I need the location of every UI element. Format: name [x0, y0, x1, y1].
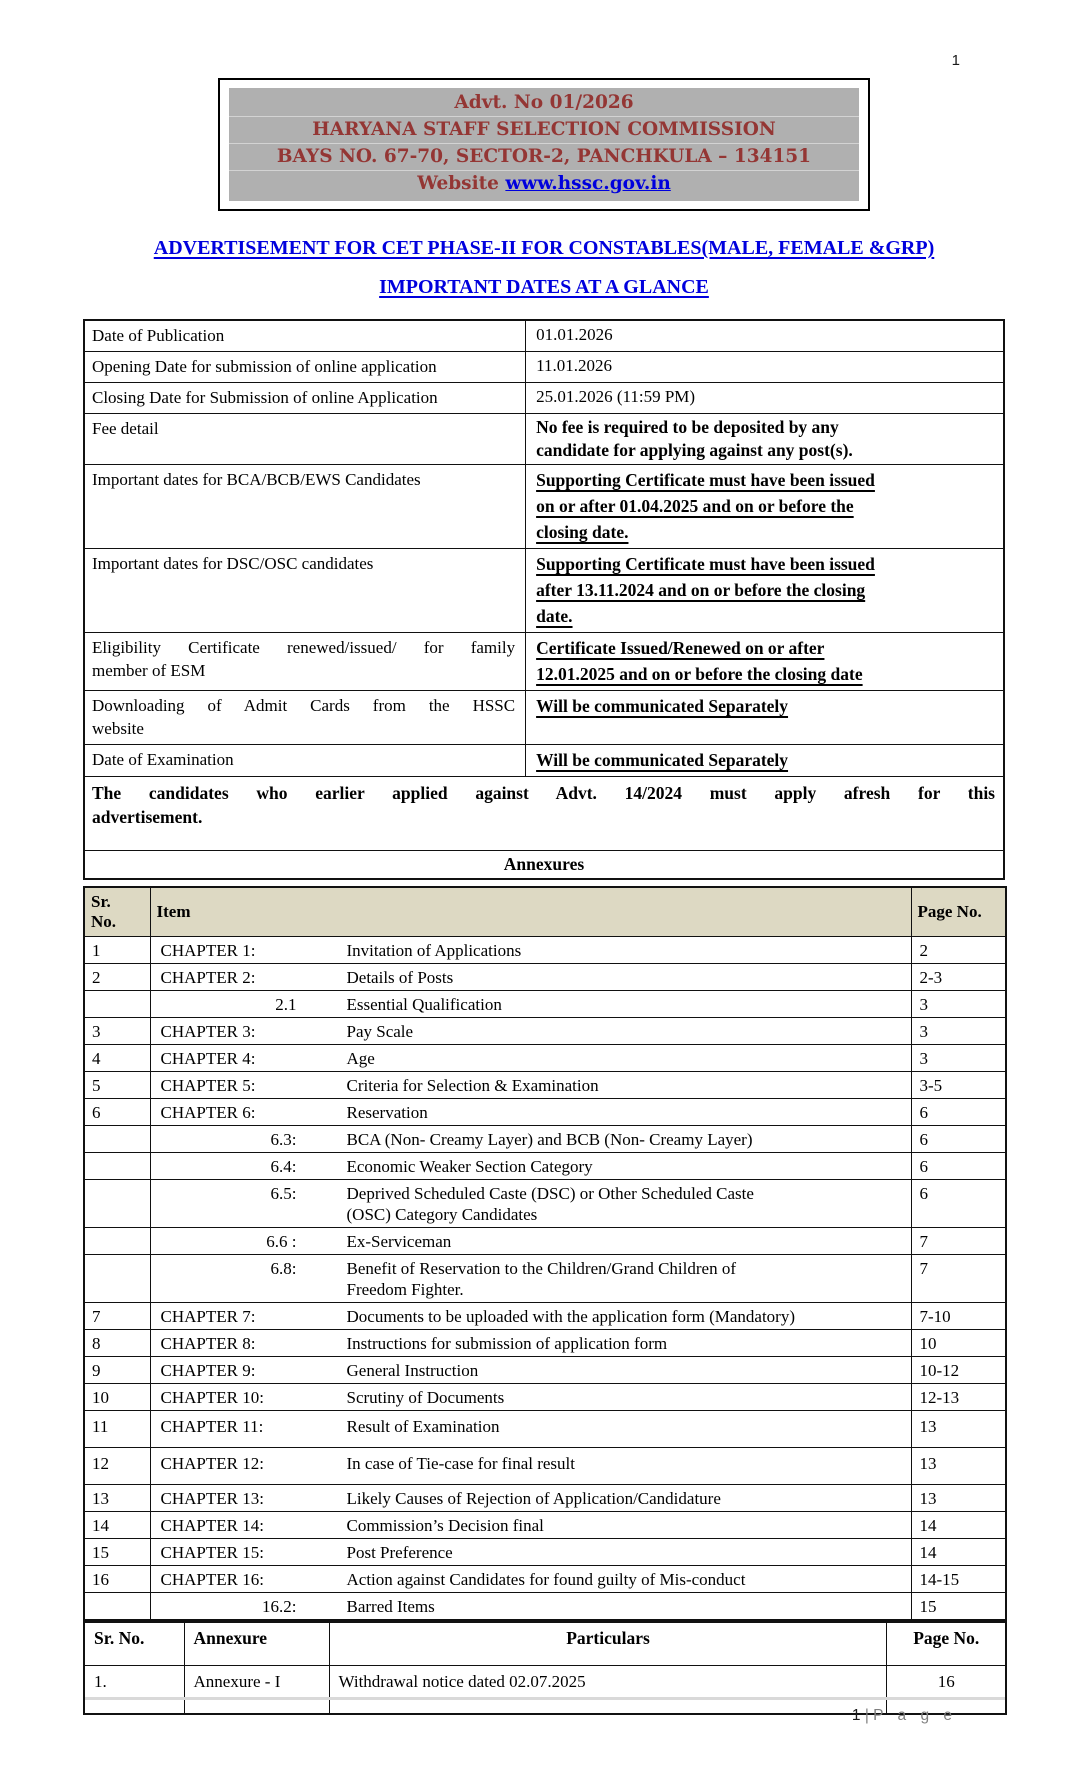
chapter-sr: 3 [84, 1018, 150, 1045]
chapter-page: 2 [911, 937, 1006, 964]
chapter-row [84, 1384, 1006, 1411]
chapter-sr: 7 [84, 1303, 150, 1330]
date-item-label [84, 549, 526, 633]
chapter-page: 3-5 [911, 1072, 1006, 1099]
chapter-item [150, 1255, 911, 1303]
chapter-page: 3 [911, 1045, 1006, 1072]
chapters-header-sr: Sr. No. [84, 887, 150, 937]
chapter-title [347, 1569, 746, 1590]
chapter-title-line: Ex-Serviceman [346, 1231, 452, 1251]
chapter-page: 15 [911, 1593, 1006, 1621]
value-line: date. [536, 606, 573, 626]
annexures-caption-row [84, 851, 1004, 880]
website-link[interactable]: www.hssc.gov.in [505, 173, 671, 194]
chapter-item [150, 1512, 911, 1539]
chapter-sr [84, 1180, 150, 1228]
chapter-item [150, 1228, 911, 1255]
advt-note [84, 777, 1004, 851]
chapter-title [347, 1231, 452, 1252]
chapter-label: CHAPTER 2: [160, 967, 256, 987]
chapter-title [347, 1048, 375, 1069]
chapter-label: 6.3: [270, 1129, 297, 1149]
chapter-title-line: Invitation of Applications [346, 940, 522, 960]
chapters-index-table [83, 886, 1007, 1621]
chapter-title-line: Post Preference [346, 1542, 453, 1562]
chapter-row [84, 1593, 1006, 1621]
header-box-line: HARYANA STAFF SELECTION COMMISSION [229, 116, 859, 143]
chapter-page: 10-12 [911, 1357, 1006, 1384]
chapter-title [347, 1387, 505, 1408]
chapter-sr: 5 [84, 1072, 150, 1099]
chapter-label: CHAPTER 5: [160, 1075, 256, 1095]
chapter-label: CHAPTER 15: [160, 1542, 264, 1562]
value-line: after 13.11.2024 and on or before the closing [536, 580, 866, 600]
chapter-page: 13 [911, 1485, 1006, 1512]
chapter-label: CHAPTER 8: [160, 1333, 256, 1353]
chapter-item [150, 1153, 911, 1180]
chapter-title-line: Instructions for submission of application form [346, 1333, 668, 1353]
dates-table-row [84, 745, 1004, 777]
chapter-page: 3 [911, 991, 1006, 1018]
chapters-header-row [84, 887, 1006, 937]
chapter-label: CHAPTER 12: [160, 1454, 264, 1473]
annexure-header-cell: Sr. No. [84, 1622, 184, 1666]
chapter-page: 10 [911, 1330, 1006, 1357]
chapter-label: 2.1 [275, 994, 297, 1014]
note-line: advertisement. [92, 807, 203, 827]
chapter-item [150, 1303, 911, 1330]
chapter-label: CHAPTER 6: [160, 1102, 256, 1122]
chapter-page: 6 [911, 1099, 1006, 1126]
chapter-sr [84, 1228, 150, 1255]
commission-header-box [218, 78, 870, 211]
chapter-sr [84, 1126, 150, 1153]
label-line: Fee detail [92, 419, 159, 438]
footer-page-number [852, 1707, 957, 1725]
annexures-caption: Annexures [84, 851, 1004, 880]
chapter-label: CHAPTER 9: [160, 1360, 256, 1380]
chapter-label: CHAPTER 7: [160, 1306, 256, 1326]
date-item-label [84, 745, 526, 777]
advt-note-row [84, 777, 1004, 851]
annexure-header-row [84, 1622, 1006, 1666]
dates-table-row [84, 352, 1004, 383]
label-line: Eligibility Certificate renewed/issued/ for family [92, 638, 516, 657]
value-line: 25.01.2026 (11:59 PM) [536, 387, 696, 406]
chapter-label: CHAPTER 13: [160, 1488, 264, 1508]
label-line: Downloading of Admit Cards from the HSSC [92, 696, 516, 715]
chapter-label: 16.2: [262, 1596, 297, 1616]
annexure-cell: 1. [84, 1666, 184, 1715]
chapter-page: 7 [911, 1255, 1006, 1303]
chapter-title-line: Reservation [346, 1102, 428, 1122]
chapter-sr [84, 1255, 150, 1303]
chapter-title-line: Deprived Scheduled Caste (DSC) or Other Scheduled Caste [346, 1183, 754, 1203]
top-page-number: 1 [951, 52, 960, 69]
chapters-header-page: Page No. [911, 887, 1006, 937]
chapter-item [150, 1539, 911, 1566]
value-line: 01.01.2026 [536, 325, 613, 344]
date-item-value [526, 465, 1004, 549]
chapter-title-line: Economic Weaker Section Category [346, 1156, 593, 1176]
chapter-page: 3 [911, 1018, 1006, 1045]
value-line: Certificate Issued/Renewed on or after [536, 638, 825, 658]
chapter-label: 6.6 : [266, 1231, 297, 1251]
chapter-title [347, 994, 502, 1015]
value-line: Will be communicated Separately [536, 696, 789, 716]
chapter-sr: 1 [84, 937, 150, 964]
chapter-item [150, 1411, 911, 1448]
chapter-row [84, 1072, 1006, 1099]
chapter-title-line: Criteria for Selection & Examination [346, 1075, 599, 1095]
chapter-label: 6.4: [270, 1156, 297, 1176]
label-line: Date of Examination [92, 750, 234, 769]
label-line: Important dates for BCA/BCB/EWS Candidates [92, 470, 421, 489]
value-line: on or after 01.04.2025 and on or before the [536, 496, 854, 516]
advertisement-title: ADVERTISEMENT FOR CET PHASE-II FOR CONSTABLES(MALE, FEMALE &GRP) [153, 237, 935, 259]
date-item-label [84, 414, 526, 465]
chapter-sr: 4 [84, 1045, 150, 1072]
chapter-item [150, 937, 911, 964]
date-item-label [84, 691, 526, 745]
dates-table-row [84, 320, 1004, 352]
chapter-item [150, 964, 911, 991]
chapter-row [84, 1153, 1006, 1180]
chapter-title-line: Barred Items [346, 1596, 435, 1616]
chapter-sr: 15 [84, 1539, 150, 1566]
chapter-item [150, 1357, 911, 1384]
chapter-row [84, 1448, 1006, 1485]
chapter-title [347, 1596, 435, 1617]
chapter-row [84, 991, 1006, 1018]
dates-table-row [84, 465, 1004, 549]
footer-separator: | [860, 1707, 874, 1724]
value-line: closing date. [536, 522, 629, 542]
chapter-sr: 13 [84, 1485, 150, 1512]
chapter-title-line: Freedom Fighter. [346, 1279, 464, 1299]
label-line: Date of Publication [92, 326, 225, 345]
value-line: No fee is required to be deposited by any [536, 417, 839, 437]
value-line: Will be communicated Separately [536, 750, 789, 770]
chapter-row [84, 1485, 1006, 1512]
footer-page-num: 1 [851, 1707, 861, 1724]
chapter-title [347, 1453, 575, 1474]
chapter-page: 13 [911, 1411, 1006, 1448]
chapter-title-line: (OSC) Category Candidates [346, 1204, 538, 1224]
chapter-row [84, 1018, 1006, 1045]
important-dates-table [83, 319, 1005, 880]
chapter-sr: 16 [84, 1566, 150, 1593]
chapter-row [84, 1411, 1006, 1448]
chapter-title-line: Age [346, 1048, 375, 1068]
chapter-title-line: Likely Causes of Rejection of Application/Candidature [346, 1488, 721, 1508]
chapter-row [84, 1539, 1006, 1566]
chapter-label: 6.8: [270, 1258, 297, 1278]
chapter-title-line: In case of Tie-case for final result [346, 1454, 575, 1473]
label-line: member of ESM [92, 661, 206, 680]
note-line: The candidates who earlier applied against Advt. 14/2024 must apply afresh for this [92, 783, 995, 803]
chapter-row [84, 1228, 1006, 1255]
label-line: website [92, 719, 144, 738]
chapter-title-line: Documents to be uploaded with the application form (Mandatory) [346, 1306, 795, 1326]
value-line: 12.01.2025 and on or before the closing date [536, 664, 863, 684]
chapter-item [150, 1180, 911, 1228]
dates-table-row [84, 633, 1004, 691]
chapter-title [347, 1156, 593, 1177]
label-line: Closing Date for Submission of online Application [92, 388, 438, 407]
footer-page-label: P a g e [873, 1707, 957, 1724]
footer-divider [85, 1697, 1005, 1700]
chapter-row [84, 937, 1006, 964]
chapter-page: 6 [911, 1153, 1006, 1180]
chapters-header-item: Item [150, 887, 911, 937]
chapter-item [150, 1045, 911, 1072]
label-line: Important dates for DSC/OSC candidates [92, 554, 374, 573]
chapter-title-line: Benefit of Reservation to the Children/Grand Children of [346, 1258, 736, 1278]
annexure-header-cell: Annexure [184, 1622, 329, 1666]
chapter-title [347, 1542, 453, 1563]
chapter-label: CHAPTER 1: [160, 940, 256, 960]
chapter-title-line: General Instruction [346, 1360, 479, 1380]
date-item-value [526, 352, 1004, 383]
chapter-title [347, 967, 454, 988]
chapter-label: CHAPTER 10: [160, 1387, 264, 1407]
chapter-sr: 14 [84, 1512, 150, 1539]
chapter-title-line: BCA (Non- Creamy Layer) and BCB (Non- Creamy Layer) [346, 1129, 753, 1149]
chapter-row [84, 1303, 1006, 1330]
chapter-label: 6.5: [270, 1183, 297, 1203]
chapter-sr: 11 [84, 1411, 150, 1448]
chapter-row [84, 1099, 1006, 1126]
chapter-item [150, 1485, 911, 1512]
dates-table-row [84, 549, 1004, 633]
chapter-title [347, 1102, 428, 1123]
date-item-label [84, 465, 526, 549]
chapter-sr: 2 [84, 964, 150, 991]
chapter-page: 7-10 [911, 1303, 1006, 1330]
dates-table-row [84, 414, 1004, 465]
chapter-label: CHAPTER 3: [160, 1021, 256, 1041]
chapter-title [347, 1021, 414, 1042]
chapter-sr: 6 [84, 1099, 150, 1126]
chapter-item [150, 1099, 911, 1126]
chapter-title-line: Scrutiny of Documents [346, 1387, 505, 1407]
date-item-label [84, 320, 526, 352]
chapter-sr [84, 991, 150, 1018]
chapter-page: 7 [911, 1228, 1006, 1255]
annexure-header-cell: Particulars [329, 1622, 886, 1666]
chapter-page: 6 [911, 1180, 1006, 1228]
date-item-value [526, 414, 1004, 465]
date-item-value [526, 745, 1004, 777]
chapter-title [347, 1306, 796, 1327]
chapter-page: 6 [911, 1126, 1006, 1153]
chapter-title [347, 1183, 754, 1225]
chapter-page: 2-3 [911, 964, 1006, 991]
chapter-title-line: Result of Examination [346, 1417, 500, 1436]
date-item-label [84, 352, 526, 383]
chapter-title [347, 1075, 599, 1096]
chapter-label: CHAPTER 11: [160, 1417, 264, 1436]
chapter-row [84, 1045, 1006, 1072]
chapter-title [347, 1416, 500, 1437]
chapter-title [347, 1488, 721, 1509]
date-item-label [84, 633, 526, 691]
chapter-label: CHAPTER 16: [160, 1569, 264, 1589]
date-item-value [526, 320, 1004, 352]
chapter-item [150, 1384, 911, 1411]
chapter-title [347, 1360, 479, 1381]
chapter-title-line: Essential Qualification [346, 994, 502, 1014]
header-website-line [229, 170, 859, 197]
annexure-list-table [83, 1621, 1007, 1715]
annexure-header-cell: Page No. [886, 1622, 1006, 1666]
chapter-row [84, 1180, 1006, 1228]
header-box-line: BAYS NO. 67-70, SECTOR-2, PANCHKULA – 134151 [229, 143, 859, 170]
chapter-title [347, 1333, 668, 1354]
chapter-sr [84, 1153, 150, 1180]
chapter-page: 13 [911, 1448, 1006, 1485]
chapter-title-line: Action against Candidates for found guilty of Mis-conduct [346, 1569, 746, 1589]
chapter-title-line: Commission’s Decision final [346, 1515, 544, 1535]
chapter-item [150, 1330, 911, 1357]
chapter-row [84, 1126, 1006, 1153]
important-dates-heading: IMPORTANT DATES AT A GLANCE [379, 276, 709, 298]
value-line: candidate for applying against any post(s). [536, 439, 853, 460]
annexure-cell: Withdrawal notice dated 02.07.2025 [329, 1666, 886, 1715]
value-line: Supporting Certificate must have been issued [536, 470, 875, 490]
annexure-cell: Annexure - I [184, 1666, 329, 1715]
chapter-title [347, 940, 522, 961]
commission-header-inner [229, 88, 859, 201]
chapter-title [347, 1129, 753, 1150]
date-item-value [526, 633, 1004, 691]
annexure-cell: 16 [886, 1666, 1006, 1715]
date-item-value [526, 383, 1004, 414]
dates-table-row [84, 383, 1004, 414]
date-item-value [526, 691, 1004, 745]
chapter-row [84, 1357, 1006, 1384]
chapter-item [150, 1566, 911, 1593]
chapter-sr: 10 [84, 1384, 150, 1411]
chapter-page: 14-15 [911, 1566, 1006, 1593]
chapter-row [84, 1255, 1006, 1303]
header-box-line: Advt. No 01/2026 [454, 92, 634, 113]
date-item-label [84, 383, 526, 414]
chapter-item [150, 991, 911, 1018]
chapter-item [150, 1593, 911, 1621]
chapter-page: 14 [911, 1539, 1006, 1566]
dates-table-row [84, 691, 1004, 745]
chapter-row [84, 964, 1006, 991]
chapter-item [150, 1448, 911, 1485]
chapter-title-line: Details of Posts [346, 967, 454, 987]
chapter-title [347, 1258, 737, 1300]
chapter-page: 14 [911, 1512, 1006, 1539]
value-line: 11.01.2026 [536, 356, 612, 375]
label-line: Opening Date for submission of online application [92, 357, 437, 376]
chapter-label: CHAPTER 4: [160, 1048, 256, 1068]
chapter-item [150, 1072, 911, 1099]
chapter-sr: 12 [84, 1448, 150, 1485]
chapter-row [84, 1330, 1006, 1357]
chapter-sr [84, 1593, 150, 1621]
chapter-item [150, 1018, 911, 1045]
chapter-title-line: Pay Scale [346, 1021, 414, 1041]
chapter-row [84, 1512, 1006, 1539]
chapter-item [150, 1126, 911, 1153]
chapter-sr: 9 [84, 1357, 150, 1384]
date-item-value [526, 549, 1004, 633]
chapter-page: 12-13 [911, 1384, 1006, 1411]
chapter-label: CHAPTER 14: [160, 1515, 264, 1535]
chapter-sr: 8 [84, 1330, 150, 1357]
website-label: Website [417, 173, 506, 194]
value-line: Supporting Certificate must have been issued [536, 554, 875, 574]
chapter-row [84, 1566, 1006, 1593]
chapter-title [347, 1515, 544, 1536]
